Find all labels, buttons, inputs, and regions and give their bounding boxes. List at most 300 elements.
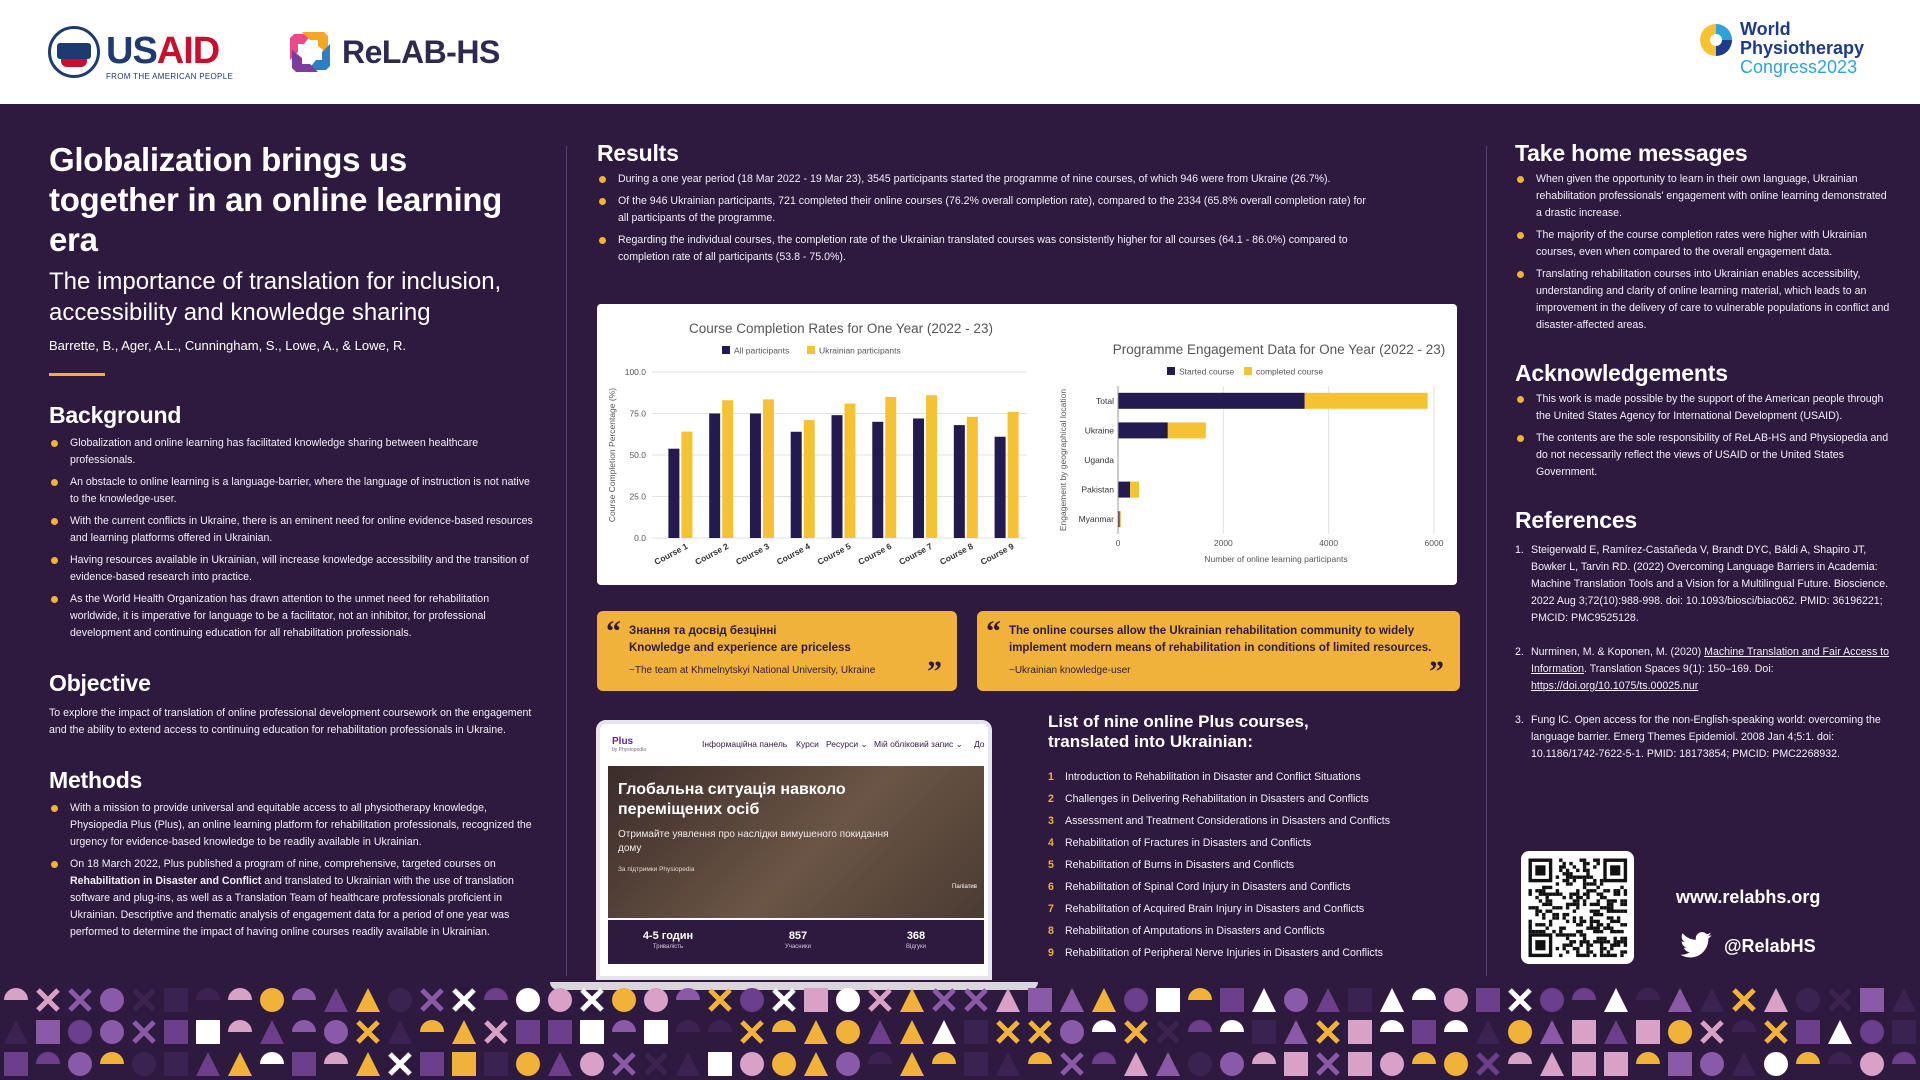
pattern-shape	[452, 1052, 476, 1076]
middle-column	[597, 140, 1367, 271]
pattern-shape	[390, 1054, 410, 1074]
pattern-shape	[1668, 988, 1692, 1012]
pattern-shape	[324, 1052, 348, 1064]
x-tick-label: 2000	[1213, 538, 1233, 548]
stat-reviews: 368 Відгуки	[905, 930, 926, 950]
site-nav	[608, 734, 984, 754]
pattern-shape	[196, 1052, 220, 1076]
stat-duration: 4-5 годин Тривалість	[642, 930, 694, 950]
pattern-shape	[1412, 1020, 1436, 1044]
relab-logo	[284, 24, 504, 80]
reference-item: 1. Steigerwald E, Ramírez-Castañeda V, Brandt DYC, Báldi A, Shapiro JT, Bowker L, Tarvin RD. (2022) Overcoming Language Barriers in Academia: Machine Translation Tools and a Vision for a Multilingual Future. Bioscience. 2022 Aug 3;72(10):988-998. doi: 10.1093/biosci/biac062. PMID: 36196221; PMCID: PMC9525128.	[1515, 544, 1889, 624]
course-list-heading	[1048, 712, 1448, 752]
pattern-shape	[900, 1052, 924, 1076]
pattern-shape	[1668, 1020, 1692, 1044]
y-tick-label: 25.0	[629, 491, 646, 502]
pattern-shape	[1284, 988, 1308, 1012]
y-tick-label: 75.0	[629, 408, 646, 419]
pattern-shape	[644, 988, 668, 1012]
y-tick-label: Uganda	[1084, 455, 1114, 465]
pattern-shape	[324, 988, 348, 1012]
course-number: 2	[1048, 793, 1054, 805]
pattern-shape	[548, 1052, 572, 1076]
acknowledgements-heading: Acknowledgements	[1515, 360, 1728, 386]
course-item	[1048, 876, 1448, 898]
pattern-shape	[1604, 1052, 1628, 1076]
y-axis-label: Course Completion Percentage (%)	[607, 387, 617, 523]
pattern-shape	[740, 988, 764, 1012]
pattern-shape	[324, 1020, 348, 1044]
pattern-shape	[1188, 1020, 1212, 1032]
references-heading: References	[1515, 507, 1638, 533]
pattern-shape	[804, 1052, 828, 1076]
pattern-shape	[388, 1020, 412, 1044]
course-stats	[608, 920, 984, 964]
pattern-shape	[1510, 990, 1530, 1010]
y-tick-label: 50.0	[629, 450, 646, 460]
pattern-shape	[1540, 1052, 1564, 1076]
legend-label: Started course	[1179, 366, 1235, 377]
pattern-shape	[1348, 1020, 1372, 1044]
list-item: When given the opportunity to learn in their own language, Ukrainian rehabilitation professionals' engagement with online learning demonstrated a drastic increase.	[1515, 171, 1893, 222]
y-tick-label: Total	[1096, 395, 1114, 406]
x-tick-label: Course 9	[978, 540, 1016, 567]
pattern-shape	[932, 1020, 956, 1044]
course-label: Assessment and Treatment Considerations in Disasters and Conflicts	[1065, 815, 1391, 827]
quote-line: Knowledge and experience are priceless	[629, 642, 851, 654]
course-label: Rehabilitation of Fractures in Disasters and Conflicts	[1065, 837, 1312, 849]
pattern-shape	[582, 990, 602, 1010]
pattern-shape	[836, 1052, 860, 1076]
course-label: Rehabilitation of Spinal Cord Injury in Disasters and Conflicts	[1065, 881, 1351, 893]
pattern-shape	[4, 1052, 28, 1076]
quote-line: The online courses allow the Ukrainian rehabilitation community to widely	[1009, 625, 1415, 637]
hero-subtitle: Отримайте уявлення про наслідки вимушеного покидання дому	[618, 829, 889, 854]
bar	[709, 414, 720, 539]
legend-swatch	[722, 346, 730, 354]
course-number: 4	[1048, 837, 1054, 849]
pattern-shape	[1796, 988, 1820, 1012]
x-tick-label: Course 7	[897, 540, 934, 567]
pattern-shape	[1412, 1052, 1436, 1064]
relab-wordmark: ReLAB-HS	[342, 34, 500, 70]
bar	[722, 400, 733, 538]
list-item: Of the 946 Ukrainian participants, 721 completed their online courses (76.2% overall completion rate), compared to the 2334 (65.8% overall completion rate) for all participants of the programme.	[597, 193, 1367, 227]
wcpt-mark-icon	[1698, 22, 1734, 58]
methods-text-a: On 18 March 2022, Plus published a program of nine, comprehensive, targeted courses on	[70, 858, 496, 870]
pattern-shape	[1092, 1052, 1116, 1064]
pattern-shape	[774, 990, 794, 1010]
pattern-shape	[1604, 988, 1628, 1012]
wcpt-line3: Congress2023	[1740, 57, 1858, 77]
quote-box-1	[597, 611, 957, 691]
course-number: 9	[1048, 947, 1054, 959]
pattern-shape	[134, 1022, 154, 1042]
quote-box-2	[977, 611, 1460, 691]
bar	[995, 437, 1006, 538]
pattern-shape	[1540, 988, 1564, 1012]
pattern-shape	[228, 988, 252, 1000]
pattern-shape	[1478, 1054, 1498, 1074]
bar	[1008, 412, 1019, 538]
list-item: The majority of the course completion rates were higher with Ukrainian courses, even when compared to the overall engagement data.	[1515, 227, 1893, 261]
bar	[1305, 393, 1428, 409]
pattern-shape	[228, 1052, 252, 1076]
pattern-shape	[900, 1020, 924, 1044]
pattern-shape	[836, 988, 860, 1012]
pattern-shape	[548, 1020, 572, 1044]
pattern-shape	[772, 1052, 796, 1076]
pattern-shape	[1252, 1020, 1276, 1044]
poster-authors: Barrette, B., Ager, A.L., Cunningham, S., Lowe, A., & Lowe, R.	[49, 338, 406, 353]
pattern-shape	[292, 988, 316, 1000]
course-number: 5	[1048, 859, 1054, 871]
pattern-shape	[260, 1020, 284, 1044]
bar	[954, 425, 965, 538]
nav-item[interactable]: Інформаційна панель	[702, 739, 788, 749]
pattern-shape	[1476, 1020, 1500, 1044]
pattern-shape	[100, 988, 124, 1012]
pattern-shape	[68, 1020, 92, 1044]
list-item: During a one year period (18 Mar 2022 - 19 Mar 23), 3545 participants started the programme of nine courses, of which 946 were from Ukraine (26.7%).	[597, 171, 1367, 188]
pattern-shape	[134, 990, 154, 1010]
pattern-shape	[1318, 1054, 1338, 1074]
pattern-shape	[1604, 1020, 1628, 1044]
bar	[750, 414, 761, 539]
wcpt-logo	[1698, 20, 1878, 86]
pattern-shape	[1220, 1020, 1244, 1032]
list-item: An obstacle to online learning is a language-barrier, where the language of instruction is not native to the knowledge-user.	[49, 474, 539, 508]
course-item	[1048, 810, 1448, 832]
course-item	[1048, 832, 1448, 854]
reference-text: Nurminen, M. & Koponen, M. (2020)	[1531, 646, 1705, 658]
pattern-shape	[1636, 1020, 1660, 1044]
reference-link[interactable]: Machine Translation and Fair Access to Information	[1531, 646, 1890, 675]
decorative-pattern-band	[0, 984, 1920, 1080]
x-tick-label: Course 6	[856, 540, 894, 567]
quote-author: ~The team at Khmelnytskyi National University, Ukraine	[629, 665, 876, 676]
pattern-shape	[1092, 1020, 1116, 1032]
list-item: This work is made possible by the support of the American people through the United States Agency for International Development (USAID).	[1515, 391, 1893, 425]
pattern-shape	[998, 1022, 1018, 1042]
y-tick-label: 100.0	[624, 367, 646, 377]
pattern-shape	[1028, 1052, 1052, 1064]
pattern-shape	[4, 1020, 28, 1044]
reference-text: . Translation Spaces 9(1): 150–169. Doi:	[1584, 663, 1774, 675]
pattern-svg	[0, 984, 1920, 1080]
pattern-shape	[1828, 1052, 1852, 1064]
pattern-shape	[1284, 1020, 1308, 1044]
pattern-shape	[1252, 1052, 1276, 1064]
reference-item: 3. Fung IC. Open access for the non-English-speaking world: overcoming the language barrier. Emerg Themes Epidemiol. 2008 Jan 4;5:1. doi: 10.1186/1742-7622-5-1. PMID: 18173854; PMCID: PMC2268932.	[1515, 714, 1881, 760]
website-link[interactable]: www.relabhs.org	[1676, 887, 1821, 907]
bar	[668, 449, 679, 538]
pattern-shape	[4, 988, 28, 1000]
twitter-bird-icon	[1680, 932, 1712, 958]
methods-text-c: and translated to Ukrainian with the use of translation software and plug-ins, as well as a Translation Team of healthcare professionals proficient in Ukrainian. Descriptive and thematic analysis of engagement data for a period of one year was performed to determine the impact of having online courses readily available in Ukrainian.	[70, 875, 514, 938]
quote-open-icon: “	[986, 615, 1001, 648]
pattern-shape	[70, 990, 90, 1010]
pattern-shape	[1348, 988, 1372, 1012]
reference-text: Steigerwald E, Ramírez-Castañeda V, Brandt DYC, Báldi A, Shapiro JT, Bowker L, Tarvin RD. (2022) Overcoming Language Barriers in Academia: Machine Translation Tools and a Vision for a Multilingual Future. Bioscience. 2022 Aug 3;72(10):988-998. doi: 10.1093/biosci/biac062. PMID: 36196221; PMCID: PMC9525128.	[1531, 544, 1889, 624]
pattern-shape	[1188, 1052, 1212, 1076]
bar	[1118, 482, 1130, 498]
course-number: 1	[1048, 771, 1054, 783]
qr-code[interactable]	[1521, 851, 1634, 964]
quote-line: Знання та досвід безцінні	[629, 625, 777, 637]
quote-open-icon: “	[606, 615, 621, 648]
pattern-shape	[868, 1020, 892, 1044]
pattern-shape	[1476, 988, 1500, 1012]
bar	[1120, 511, 1121, 527]
pattern-shape	[358, 1022, 378, 1042]
pattern-shape	[1284, 1052, 1308, 1076]
pattern-shape	[164, 988, 188, 1012]
x-tick-label: 0	[1115, 538, 1121, 548]
pattern-shape	[1380, 1020, 1404, 1032]
pattern-shape	[1860, 1020, 1884, 1044]
list-item: Globalization and online learning has facilitated knowledge sharing between healthcare professionals.	[49, 435, 539, 469]
pattern-shape	[1124, 1052, 1148, 1076]
chart-title: Programme Engagement Data for One Year (2022 - 23)	[1112, 342, 1446, 357]
background-heading: Background	[49, 402, 182, 428]
pattern-shape	[1860, 988, 1884, 1012]
pattern-shape	[1702, 1022, 1722, 1042]
pattern-shape	[932, 1052, 956, 1064]
pattern-shape	[196, 988, 220, 1000]
pattern-shape	[964, 1052, 988, 1076]
pattern-shape	[516, 1052, 540, 1076]
pattern-shape	[292, 1020, 316, 1032]
pattern-shape	[1892, 1052, 1916, 1064]
bar	[885, 397, 896, 538]
hero-byline: За підтримки Physiopedia	[618, 866, 695, 873]
reference-item: 2. Nurminen, M. & Koponen, M. (2020) Machine Translation and Fair Access to Information. Translation Spaces 9(1): 150–169. Doi: https://doi.org/10.1075/ts.00025.nur	[1515, 646, 1890, 692]
course-item	[1048, 854, 1448, 876]
pattern-shape	[676, 988, 700, 1000]
quote-author: ~Ukrainian knowledge-user	[1009, 665, 1131, 676]
reference-doi-link[interactable]: https://doi.org/10.1075/ts.00025.nur	[1531, 680, 1699, 692]
pattern-shape	[1860, 1052, 1884, 1076]
pattern-shape	[1158, 1022, 1178, 1042]
course-label: Rehabilitation of Peripheral Nerve Injuries in Disasters and Conflicts	[1065, 947, 1383, 959]
legend-swatch	[1244, 367, 1252, 375]
pattern-shape	[1444, 988, 1468, 1012]
x-tick-label: Course 8	[937, 540, 975, 567]
pattern-shape	[1156, 988, 1180, 1012]
pattern-shape	[1444, 1020, 1468, 1032]
pattern-shape	[612, 988, 636, 1012]
usaid-us: US	[106, 30, 157, 72]
pattern-shape	[870, 990, 890, 1010]
list-item: The contents are the sole responsibility of ReLAB-HS and Physiopedia and do not necessarily reflect the views of USAID or the United States Government.	[1515, 430, 1893, 481]
pattern-shape	[580, 1020, 604, 1044]
course-item	[1048, 766, 1448, 788]
results-heading: Results	[597, 140, 679, 166]
pattern-shape	[1892, 988, 1916, 1012]
pattern-shape	[132, 1052, 156, 1076]
pattern-shape	[900, 988, 924, 1012]
list-item: Regarding the individual courses, the completion rate of the Ukrainian translated courses was consistently higher for all courses (64.1 - 86.0%) compared to completion rate of all participants (53.8 - 75.0%).	[597, 232, 1367, 266]
pattern-shape	[1030, 1022, 1050, 1042]
chart-panel	[597, 304, 1457, 585]
course-number: 6	[1048, 881, 1054, 893]
results-list	[597, 171, 1367, 266]
pattern-shape	[934, 990, 954, 1010]
pattern-shape	[516, 988, 540, 1012]
wcpt-line1: World	[1740, 19, 1791, 39]
course-label: Rehabilitation of Amputations in Disasters and Conflicts	[1065, 925, 1325, 937]
pattern-shape	[1412, 988, 1436, 1000]
bar	[845, 404, 856, 538]
course-number: 7	[1048, 903, 1054, 915]
pattern-shape	[1092, 988, 1116, 1012]
pattern-shape	[804, 988, 828, 1012]
usaid-tagline: FROM THE AMERICAN PEOPLE	[106, 72, 234, 81]
pattern-shape	[1796, 1020, 1820, 1044]
acknowledgements-list	[1515, 391, 1893, 481]
pattern-shape	[1318, 1022, 1338, 1042]
pattern-shape	[1540, 1020, 1564, 1044]
course-list-section	[1048, 712, 1448, 964]
legend-swatch	[1167, 367, 1175, 375]
pattern-shape	[742, 1022, 762, 1042]
pattern-shape	[388, 988, 412, 1012]
methods-heading: Methods	[49, 767, 143, 793]
methods-list	[49, 800, 539, 941]
references-list	[1515, 542, 1893, 763]
pattern-shape	[1252, 988, 1276, 1012]
laptop-mockup	[596, 720, 992, 980]
pattern-shape	[100, 1052, 124, 1064]
y-tick-label: Ukraine	[1084, 425, 1114, 436]
pattern-shape	[420, 1020, 444, 1032]
pattern-shape	[868, 1052, 892, 1064]
pattern-shape	[1764, 988, 1788, 1012]
pattern-shape	[644, 1020, 668, 1044]
pattern-shape	[1444, 1052, 1468, 1076]
poster-subtitle: The importance of translation for inclusion, accessibility and knowledge sharing	[49, 268, 502, 326]
accent-divider	[49, 373, 105, 376]
pattern-shape	[1668, 1052, 1692, 1076]
charts-svg	[597, 304, 1457, 585]
bar	[1168, 422, 1206, 438]
pattern-shape	[1508, 1052, 1532, 1064]
bar	[804, 420, 815, 538]
pattern-shape	[708, 1020, 732, 1032]
legend-swatch	[807, 346, 815, 354]
pattern-shape	[292, 1052, 316, 1076]
pattern-shape	[580, 1052, 604, 1076]
x-axis-label: Number of online learning participants	[1204, 554, 1348, 564]
pattern-shape	[228, 1020, 252, 1032]
column-divider	[566, 146, 567, 976]
laptop-screen	[596, 720, 992, 980]
hero-side-label: Паліатив	[952, 884, 977, 890]
pattern-shape	[1124, 988, 1148, 1012]
pattern-shape	[548, 988, 572, 1012]
relab-mark-icon	[284, 26, 336, 78]
pattern-shape	[996, 1052, 1020, 1076]
column-divider	[1486, 146, 1487, 976]
pattern-shape	[646, 1054, 666, 1074]
x-tick-label: Course 2	[693, 540, 731, 567]
pattern-shape	[1188, 988, 1212, 1000]
pattern-shape	[804, 1020, 828, 1044]
nav-item[interactable]: Мій обліковий запис ⌄	[874, 739, 963, 749]
course-label: Rehabilitation of Acquired Brain Injury in Disasters and Conflicts	[1065, 903, 1365, 915]
bar	[926, 395, 937, 538]
list-item: Having resources available in Ukrainian, will increase knowledge accessibility and the transition of evidence-based research into practice.	[49, 552, 539, 586]
pattern-shape	[36, 1020, 60, 1044]
usaid-aid: AID	[156, 30, 220, 72]
methods-text-bold: Rehabilitation in Disaster and Conflict	[70, 875, 262, 887]
list-item: With a mission to provide universal and equitable access to all physiotherapy knowledge, Physiopedia Plus (Plus), an online learning platform for rehabilitation professionals, recognized the urgency for evidence-based knowledge to be readily available in Ukrainian.	[49, 800, 539, 851]
pattern-shape	[454, 990, 474, 1010]
quote-text	[1009, 623, 1431, 657]
pattern-shape	[1220, 988, 1244, 1012]
background-list	[49, 435, 539, 642]
pattern-shape	[708, 1052, 732, 1076]
course-item	[1048, 942, 1448, 964]
bar	[1118, 393, 1305, 409]
pattern-shape	[1508, 1020, 1532, 1044]
pattern-shape	[1348, 1052, 1372, 1076]
course-label: Rehabilitation of Burns in Disasters and Conflicts	[1065, 859, 1295, 871]
bar	[681, 432, 692, 538]
pattern-shape	[1380, 988, 1404, 1012]
quote-close-icon: ”	[927, 655, 942, 688]
bar	[832, 415, 843, 538]
pattern-shape	[1316, 988, 1340, 1012]
list-item	[49, 856, 539, 941]
nav-item[interactable]: Ресурси ⌄	[826, 739, 868, 749]
objective-heading: Objective	[49, 670, 151, 696]
pattern-shape	[1380, 1052, 1404, 1076]
pattern-shape	[356, 988, 380, 1012]
pattern-shape	[1636, 1052, 1660, 1064]
right-column	[1515, 140, 1893, 780]
course-label: Introduction to Rehabilitation in Disaster and Conflict Situations	[1065, 771, 1361, 783]
usaid-wordmark	[106, 30, 219, 73]
course-item	[1048, 898, 1448, 920]
pattern-shape	[1892, 1020, 1916, 1044]
pattern-shape	[964, 1020, 988, 1044]
pattern-shape	[356, 1052, 380, 1076]
y-tick-label: Pakistan	[1081, 484, 1114, 495]
pattern-shape	[486, 1022, 506, 1042]
nav-item[interactable]: Курси	[796, 739, 819, 749]
pattern-shape	[260, 988, 284, 1012]
take-home-list	[1515, 171, 1893, 334]
pattern-shape	[1126, 1022, 1146, 1042]
bar	[1118, 422, 1168, 438]
pattern-shape	[1830, 990, 1850, 1010]
list-item: With the current conflicts in Ukraine, there is an eminent need for online evidence-based resources and learning platforms offered in Ukrainian.	[49, 513, 539, 547]
pattern-shape	[36, 1052, 60, 1064]
bar	[872, 422, 883, 538]
pattern-shape	[164, 1020, 188, 1044]
course-item	[1048, 920, 1448, 942]
bar	[791, 432, 802, 538]
pattern-shape	[1734, 990, 1754, 1010]
pattern-shape	[1062, 1054, 1082, 1074]
pattern-shape	[1572, 988, 1596, 1000]
nav-item[interactable]: Дo	[974, 739, 985, 749]
course-number: 3	[1048, 815, 1054, 827]
pattern-shape	[1732, 1052, 1756, 1076]
x-tick-label: 4000	[1319, 538, 1339, 548]
